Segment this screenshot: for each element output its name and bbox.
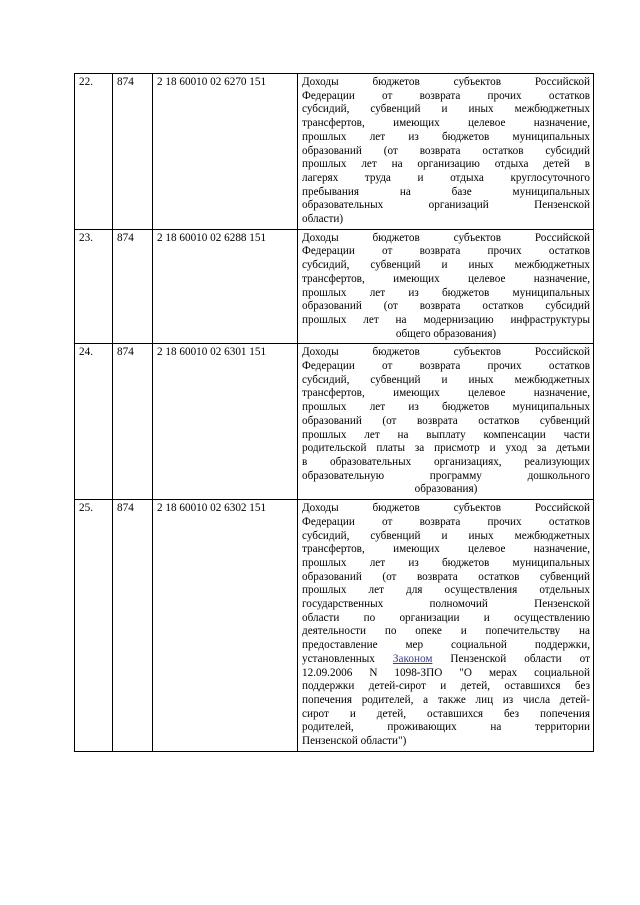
description-line: Федерации от возврата прочих остатков: [302, 89, 590, 102]
description-line: области): [302, 213, 344, 226]
description-line: прошлых лет на организацию отдыха детей в: [302, 158, 590, 171]
description-line: прошлых лет на выплату компенсации части: [302, 428, 590, 441]
description-line: прошлых лет из бюджетов муниципальных: [302, 556, 590, 569]
budget-classification-code: 2 18 60010 02 6288 151: [153, 229, 298, 344]
description-line: деятельности по опеке и попечительству на: [302, 625, 590, 638]
row-number: 24.: [75, 344, 113, 500]
description-line: пребывания на базе муниципальных: [302, 185, 590, 198]
description-line: сирот и детей, оставшихся без попечения: [302, 707, 590, 720]
budget-classification-code: 2 18 60010 02 6302 151: [153, 500, 298, 752]
description-line: Доходы бюджетов субъектов Российской: [302, 76, 590, 88]
income-description: [298, 74, 594, 230]
description-line: прошлых лет для осуществления отдельных: [302, 584, 590, 597]
description-line: трансфертов, имеющих целевое назначение,: [302, 117, 590, 130]
description-line: образований (от возврата остатков субсидий: [302, 144, 590, 157]
description-line: родителей, проживающих на территории: [302, 721, 590, 734]
description-line: Доходы бюджетов субъектов Российской: [302, 346, 590, 359]
description-line: образовательную программу дошкольного: [302, 469, 590, 482]
law-link[interactable]: Законом: [392, 652, 433, 665]
income-description: [298, 500, 594, 752]
link-suffix-text: Пензенской области от: [432, 652, 590, 665]
table-row: [75, 500, 594, 752]
description-line: Федерации от возврата прочих остатков: [302, 515, 590, 528]
description-line: образования): [414, 483, 478, 496]
admin-code: 874: [113, 344, 153, 500]
admin-code: 874: [113, 74, 153, 230]
description-line: предоставление мер социальной поддержки,: [302, 639, 590, 652]
description-line: прошлых лет из бюджетов муниципальных: [302, 130, 590, 143]
description-line: прошлых лет из бюджетов муниципальных: [302, 286, 590, 299]
budget-classification-code: 2 18 60010 02 6301 151: [153, 344, 298, 500]
row-number: 23.: [75, 229, 113, 344]
budget-classification-code: 2 18 60010 02 6270 151: [153, 74, 298, 230]
admin-code: 874: [113, 229, 153, 344]
description-line: Доходы бюджетов субъектов Российской: [302, 502, 590, 515]
description-line: области по организации и осуществлению: [302, 611, 590, 624]
table-body: [75, 74, 594, 752]
description-line: в образовательных организациях, реализующих: [302, 455, 590, 468]
description-line: Федерации от возврата прочих остатков: [302, 360, 590, 373]
description-line: трансфертов, имеющих целевое назначение,: [302, 543, 590, 556]
income-description: [298, 344, 594, 500]
description-line: родительской платы за присмотр и уход за детьми: [302, 442, 590, 455]
description-line: образований (от возврата остатков субвенций: [302, 570, 590, 583]
description-line: поддержки детей-сирот и детей, оставшихся без: [302, 680, 590, 693]
description-line-with-link: [302, 653, 590, 667]
description-line: образований (от возврата остатков субвенций: [302, 414, 590, 427]
description-line: трансфертов, имеющих целевое назначение,: [302, 387, 590, 400]
description-line: субсидий, субвенций и иных межбюджетных: [302, 373, 590, 386]
description-line: общего образования): [395, 327, 497, 340]
description-line: прошлых лет на модернизацию инфраструктуры: [302, 313, 590, 326]
description-line: попечения родителей, а также лиц из числа детей-: [302, 693, 590, 706]
description-line: образований (от возврата остатков субсидий: [302, 300, 590, 313]
table-row: [75, 74, 594, 230]
description-line: образовательных организаций Пензенской: [302, 199, 590, 212]
description-line: государственных полномочий Пензенской: [302, 598, 590, 611]
row-number: 22.: [75, 74, 113, 230]
description-line: субсидий, субвенций и иных межбюджетных: [302, 259, 590, 272]
admin-code: 874: [113, 500, 153, 752]
description-line: Доходы бюджетов субъектов Российской: [302, 231, 590, 244]
description-line: субсидий, субвенций и иных межбюджетных: [302, 103, 590, 116]
description-line: 12.09.2006 N 1098-ЗПО "О мерах социальной: [302, 666, 590, 679]
description-line: лагерях труда и отдыха круглосуточного: [302, 171, 590, 184]
description-line: Федерации от возврата прочих остатков: [302, 245, 590, 258]
budget-income-table: [74, 73, 594, 752]
description-line: трансфертов, имеющих целевое назначение,: [302, 272, 590, 285]
link-prefix-text: установленных: [302, 652, 393, 665]
table-row: [75, 229, 594, 344]
income-description: [298, 229, 594, 344]
description-line: Пензенской области"): [302, 735, 407, 748]
description-line: прошлых лет из бюджетов муниципальных: [302, 401, 590, 414]
table-row: [75, 344, 594, 500]
description-line: субсидий, субвенций и иных межбюджетных: [302, 529, 590, 542]
row-number: 25.: [75, 500, 113, 752]
